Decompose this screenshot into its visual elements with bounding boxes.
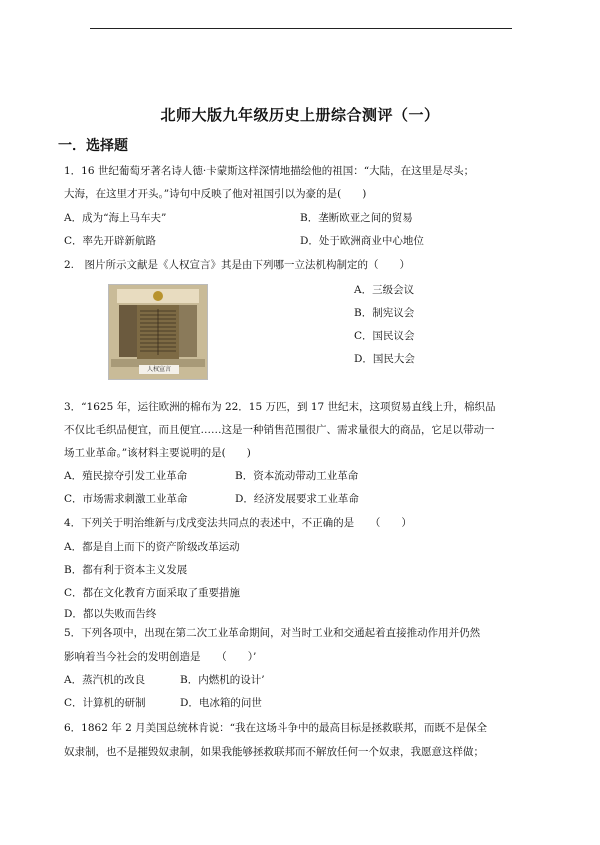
q6-stem-line1: 6．1862 年 2 月美国总统林肯说：“我在这场斗争中的最高目标是拯救联邦，而既不是保全 (64, 722, 487, 734)
q2-stem-line1: 2. 图片所示文献是《人权宣言》其是由下列哪一立法机构制定的（ ） (64, 259, 411, 271)
q4-option-d: D．都以失败而告终 (64, 608, 157, 620)
q6-stem-line2: 奴隶制，也不是摧毁奴隶制，如果我能够拯救联邦而不解放任何一个奴隶，我愿意这样做； (64, 746, 484, 758)
q5-option-b: B．内燃机的设计’ (180, 674, 265, 686)
q2-option-b: B．制宪议会 (354, 307, 415, 319)
q2-option-c: C．国民议会 (354, 330, 415, 342)
image-caption: 人权宣言 (139, 365, 179, 374)
q3-stem-line3: 场工业革命。”该材料主要说明的是( ) (64, 447, 251, 459)
q1-option-b: B．垄断欧亚之间的贸易 (300, 212, 413, 224)
q5-stem-line1: 5．下列各项中，出现在第二次工业革命期间，对当时工业和交通起着直接推动作用并仍然 (64, 627, 481, 639)
q4-option-c: C．都在文化教育方面采取了重要措施 (64, 587, 241, 599)
q4-option-a: A．都是自上而下的资产阶级改革运动 (64, 541, 240, 553)
q1-option-a: A．成为“海上马车夫” (64, 212, 167, 224)
q3-option-c: C．市场需求刺激工业革命 (64, 493, 188, 505)
q4-option-b: B．都有利于资本主义发展 (64, 564, 188, 576)
header-rule (90, 28, 512, 29)
q4-stem-line1: 4．下列关于明治维新与戊戌变法共同点的表述中，不正确的是 （ ） (64, 517, 412, 529)
q3-option-b: B．资本流动带动工业革命 (235, 470, 359, 482)
q2-option-d: D．国民大会 (354, 353, 415, 365)
declaration-image (108, 284, 208, 380)
q1-stem-line2: 大海，在这里才开头。”诗句中反映了他对祖国引以为豪的是( ) (64, 188, 367, 200)
q3-stem-line1: 3．“1625 年，运往欧洲的棉布为 22．15 万匹，到 17 世纪末，这项贸易直线上升，棉织品 (64, 401, 496, 413)
q5-option-d: D．电冰箱的问世 (180, 697, 262, 709)
page-title: 北师大版九年级历史上册综合测评（一） (160, 106, 440, 124)
q3-option-d: D．经济发展要求工业革命 (235, 493, 359, 505)
q1-option-d: D．处于欧洲商业中心地位 (300, 235, 424, 247)
q1-stem-line1: 1．16 世纪葡萄牙著名诗人德·卡蒙斯这样深情地描绘他的祖国：“大陆，在这里是尽头； (64, 165, 475, 177)
q3-stem-line2: 不仅比毛织品便宜，而且便宜……这是一种销售范围很广、需求量很大的商品，它足以带动一 (64, 424, 495, 436)
q5-option-c: C．计算机的研制 (64, 697, 146, 709)
q1-option-c: C．率先开辟新航路 (64, 235, 157, 247)
q5-stem-line2: 影响着当今社会的发明创造是 （ ）’ (64, 651, 257, 663)
q3-option-a: A．殖民掠夺引发工业革命 (64, 470, 188, 482)
section-heading: 一．选择题 (58, 138, 128, 154)
q5-option-a: A．蒸汽机的改良 (64, 674, 146, 686)
q2-option-a: A．三级会议 (354, 284, 415, 296)
